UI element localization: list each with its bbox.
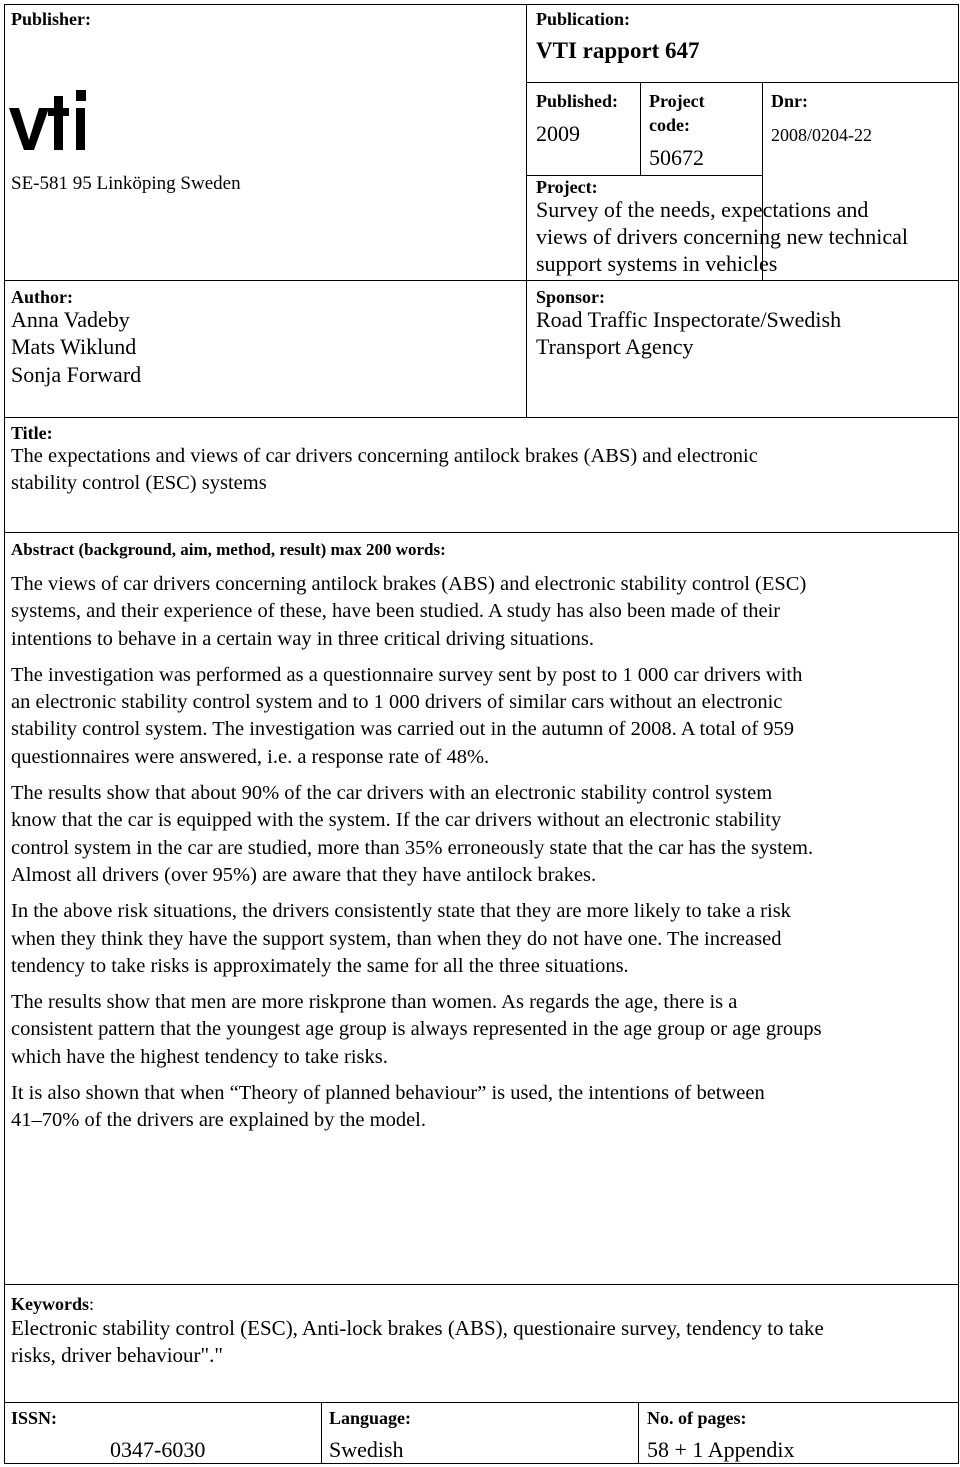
abstract-line: The investigation was performed as a questionnaire survey sent by post to 1 000 car drivers with [11, 663, 803, 686]
title-line-2: stability control (ESC) systems [11, 472, 267, 494]
border-left [4, 4, 5, 1464]
keywords-label-colon: : [89, 1294, 95, 1314]
abstract-label: Abstract (background, aim, method, result) max 200 words: [11, 540, 446, 559]
issn-label: ISSN: [11, 1408, 58, 1428]
divider-project-row [527, 280, 958, 281]
publication-value: VTI rapport 647 [536, 38, 700, 63]
sponsor-label: Sponsor: [536, 287, 606, 307]
divider-publication-row [527, 82, 958, 83]
abstract-paragraph [11, 1080, 951, 1135]
abstract-line: The results show that about 90% of the car drivers with an electronic stability control system [11, 782, 773, 805]
abstract-paragraph [11, 989, 951, 1071]
abstract-line: stability control system. The investigation was carried out in the autumn of 2008. A total of 959 [11, 718, 795, 741]
vti-logo [9, 90, 101, 152]
abstract-line: 41–70% of the drivers are explained by the model. [11, 1109, 426, 1132]
pages-value: 58 + 1 Appendix [647, 1437, 795, 1462]
published-value: 2009 [536, 121, 580, 146]
abstract-line: The results show that men are more riskprone than women. As regards the age, there is a [11, 991, 738, 1014]
abstract-body [11, 571, 951, 1144]
keywords-label-text: Keywords [11, 1294, 89, 1314]
keywords-line-1: Electronic stability control (ESC), Anti-lock brakes (ABS), questionaire survey, tendency to take [11, 1316, 824, 1340]
abstract-paragraph [11, 571, 951, 653]
project-line-3: support systems in vehicles [536, 251, 778, 276]
border-right [958, 4, 959, 1464]
divider-abstract-top [4, 532, 959, 533]
divider-published-code [640, 82, 641, 175]
project-code-label-2: code: [649, 115, 690, 135]
language-value: Swedish [329, 1437, 404, 1462]
abstract-line: know that the car is equipped with the system. If the car drivers without an electronic stability [11, 809, 782, 832]
author-name-2: Mats Wiklund [11, 334, 137, 359]
abstract-line: In the above risk situations, the drivers consistently state that they are more likely to take a risk [11, 900, 791, 923]
project-code-value: 50672 [649, 145, 704, 170]
author-label: Author: [11, 287, 73, 307]
vti-logo-graphic [9, 90, 101, 152]
abstract-line: tendency to take risks is approximately the same for all the three situations. [11, 954, 629, 977]
issn-value: 0347-6030 [110, 1437, 206, 1462]
project-line-2: views of drivers concerning new technical [536, 224, 909, 249]
language-label: Language: [329, 1408, 412, 1428]
author-name-1: Anna Vadeby [11, 307, 130, 332]
abstract-paragraph [11, 662, 951, 771]
publication-label: Publication: [536, 9, 631, 29]
divider-footer-top [4, 1402, 959, 1403]
abstract-line: when they think they have the support system, than when they do not have one. The increased [11, 927, 782, 950]
divider-keywords-top [4, 1284, 959, 1285]
abstract-line: The views of car drivers concerning antilock brakes (ABS) and electronic stability control (ESC) [11, 573, 807, 595]
divider-header-middle [526, 4, 527, 417]
keywords-line-2: risks, driver behaviour"." [11, 1343, 223, 1367]
abstract-line: intentions to behave in a certain way in three critical driving situations. [11, 627, 594, 650]
title-line-1: The expectations and views of car drivers concerning antilock brakes (ABS) and electronic [11, 445, 758, 467]
sponsor-line-1: Road Traffic Inspectorate/Swedish [536, 307, 842, 332]
abstract-line: which have the highest tendency to take risks. [11, 1045, 388, 1068]
abstract-paragraph [11, 898, 951, 980]
dnr-label: Dnr: [771, 91, 808, 111]
abstract-line: Almost all drivers (over 95%) are aware that they have antilock brakes. [11, 863, 597, 886]
pages-label: No. of pages: [647, 1408, 747, 1428]
abstract-line: an electronic stability control system and to 1 000 drivers of similar cars without an electronic [11, 691, 783, 714]
divider-author-row [4, 280, 526, 281]
author-name-3: Sonja Forward [11, 362, 142, 387]
abstract-line: systems, and their experience of these, have been studied. A study has also been made of their [11, 600, 781, 623]
abstract-line: consistent pattern that the youngest age group is always represented in the age group or age groups [11, 1018, 822, 1041]
publisher-address: SE-581 95 Linköping Sweden [11, 173, 241, 194]
border-top [4, 4, 959, 5]
abstract-line: It is also shown that when “Theory of planned behaviour” is used, the intentions of between [11, 1082, 765, 1105]
title-label: Title: [11, 423, 53, 443]
keywords-label [11, 1293, 94, 1315]
abstract-line: control system in the car are studied, more than 35% erroneously state that the car has the system. [11, 836, 814, 859]
project-code-label-1: Project [649, 91, 705, 111]
project-label: Project: [536, 177, 598, 197]
divider-language-pages [638, 1402, 639, 1463]
divider-issn-language [321, 1402, 322, 1463]
abstract-line: questionnaires were answered, i.e. a response rate of 48%. [11, 745, 490, 768]
publisher-label: Publisher: [11, 9, 92, 29]
abstract-paragraph [11, 780, 951, 889]
published-label: Published: [536, 91, 619, 111]
divider-title-top [4, 417, 959, 418]
dnr-value: 2008/0204-22 [771, 125, 872, 145]
project-line-1: Survey of the needs, expectations and [536, 197, 869, 222]
sponsor-line-2: Transport Agency [536, 334, 694, 359]
